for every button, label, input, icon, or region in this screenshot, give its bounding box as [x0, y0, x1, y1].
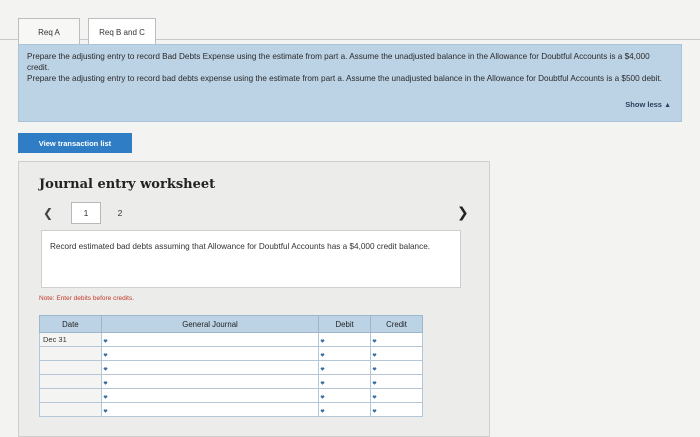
journal-entry-worksheet: [18, 161, 490, 437]
table-row: [40, 361, 423, 375]
tab-req-a[interactable]: Req A: [18, 18, 80, 48]
debit-cell[interactable]: [319, 347, 371, 361]
entry-tab-1[interactable]: 1: [71, 202, 101, 224]
date-cell[interactable]: [40, 361, 102, 375]
date-cell[interactable]: [40, 403, 102, 417]
show-less-link[interactable]: [625, 99, 671, 111]
dropdown-marker-icon: [372, 380, 376, 384]
dropdown-marker-icon: [372, 338, 376, 342]
entry-tab-2[interactable]: 2: [117, 208, 123, 218]
debit-cell[interactable]: [319, 403, 371, 417]
header-credit: Credit: [371, 316, 423, 333]
dropdown-marker-icon: [103, 408, 107, 412]
dropdown-marker-icon: [103, 338, 107, 342]
tab-req-b-and-c[interactable]: Req B and C: [88, 18, 156, 48]
general-journal-cell[interactable]: [101, 333, 318, 347]
general-journal-cell[interactable]: [101, 403, 318, 417]
date-cell[interactable]: [40, 375, 102, 389]
general-journal-cell[interactable]: [101, 389, 318, 403]
dropdown-marker-icon: [321, 338, 325, 342]
debit-cell[interactable]: [319, 333, 371, 347]
chevron-right-icon[interactable]: ❯: [457, 204, 469, 220]
worksheet-title: Journal entry worksheet: [39, 177, 216, 192]
date-cell[interactable]: [40, 389, 102, 403]
debit-cell[interactable]: [319, 375, 371, 389]
entry-description: Record estimated bad debts assuming that Allowance for Doubtful Accounts has a $4,000 credit balance.: [41, 230, 461, 288]
general-journal-cell[interactable]: [101, 375, 318, 389]
header-general-journal: General Journal: [101, 316, 318, 333]
dropdown-marker-icon: [321, 352, 325, 356]
dropdown-marker-icon: [372, 366, 376, 370]
date-cell[interactable]: [40, 347, 102, 361]
dropdown-marker-icon: [372, 408, 376, 412]
header-debit: Debit: [319, 316, 371, 333]
table-row: [40, 333, 423, 347]
dropdown-marker-icon: [103, 352, 107, 356]
credit-cell[interactable]: [371, 347, 423, 361]
table-row: [40, 347, 423, 361]
general-journal-cell[interactable]: [101, 361, 318, 375]
note-text: Note: Enter debits before credits.: [39, 295, 135, 302]
general-journal-cell[interactable]: [101, 347, 318, 361]
credit-cell[interactable]: [371, 361, 423, 375]
date-cell[interactable]: Dec 31: [40, 333, 102, 347]
instruction-line-1: Prepare the adjusting entry to record Bad Debts Expense using the estimate from part a. Assume the unadjusted balance in the Allowance for Doubtful Accounts is a $4,000 credit.: [27, 52, 650, 72]
show-less-label: Show less: [625, 100, 662, 109]
credit-cell[interactable]: [371, 333, 423, 347]
dropdown-marker-icon: [321, 366, 325, 370]
debit-cell[interactable]: [319, 389, 371, 403]
journal-table: [39, 315, 423, 417]
requirement-tabs: [0, 0, 700, 40]
dropdown-marker-icon: [103, 394, 107, 398]
table-row: [40, 375, 423, 389]
debit-cell[interactable]: [319, 361, 371, 375]
credit-cell[interactable]: [371, 375, 423, 389]
dropdown-marker-icon: [321, 394, 325, 398]
credit-cell[interactable]: [371, 403, 423, 417]
dropdown-marker-icon: [103, 380, 107, 384]
chevron-left-icon[interactable]: ❮: [43, 206, 54, 220]
dropdown-marker-icon: [321, 408, 325, 412]
header-date: Date: [40, 316, 102, 333]
dropdown-marker-icon: [103, 366, 107, 370]
dropdown-marker-icon: [372, 352, 376, 356]
instruction-line-2: Prepare the adjusting entry to record bad debts expense using the estimate from part a. Assume the unadjusted balance in the Allowance for Doubtful Accounts is a $500 debit.: [27, 74, 662, 83]
dropdown-marker-icon: [372, 394, 376, 398]
view-transaction-list-button[interactable]: View transaction list: [18, 133, 132, 153]
table-row: [40, 403, 423, 417]
dropdown-marker-icon: [321, 380, 325, 384]
triangle-up-icon: ▲: [664, 102, 671, 109]
instructions-panel: [18, 44, 682, 122]
table-row: [40, 389, 423, 403]
credit-cell[interactable]: [371, 389, 423, 403]
